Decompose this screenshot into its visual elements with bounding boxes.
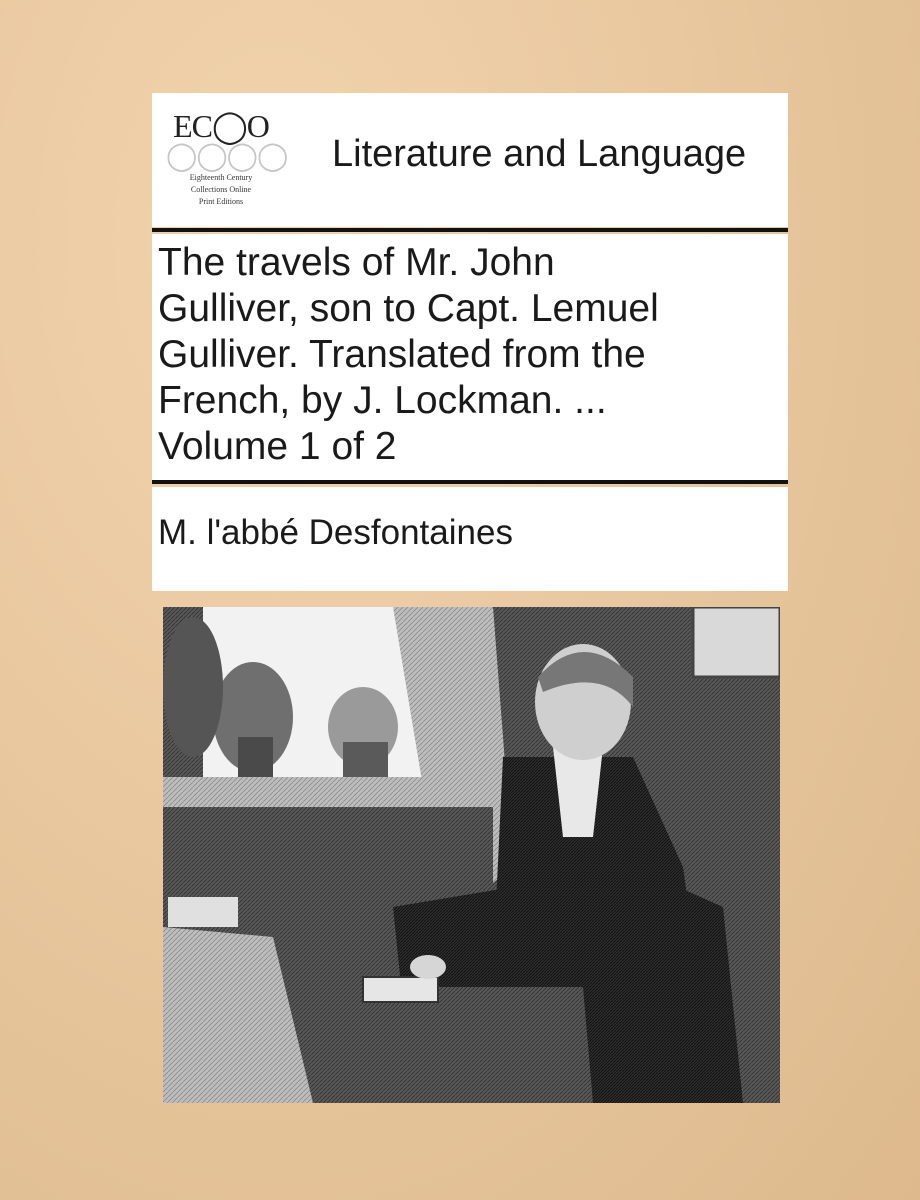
logo-subtitle-1: Eighteenth Century [189,173,253,182]
author-name: M. l'abbé Desfontaines [158,513,513,552]
series-label: Literature and Language [332,133,747,175]
ecco-logo [166,107,288,211]
logo-subtitle-3: Print Editions [198,197,244,206]
author-panel [152,487,788,591]
book-title [158,240,778,470]
title-line-3: Gulliver. Translated from the [158,333,646,376]
title-line-2: Gulliver, son to Capt. Lemuel [158,287,659,330]
header-panel [152,93,788,227]
engraving-illustration [163,607,780,1103]
logo-mark: EC◯O [173,108,269,144]
title-line-4: French, by J. Lockman. ... [158,379,607,422]
title-line-1: The travels of Mr. John [158,241,555,284]
logo-subtitle-2: Collections Online [190,185,252,194]
title-panel [152,234,788,480]
divider-rule [152,480,788,484]
engraving-seated-man-icon [163,607,780,1103]
divider-rule [152,228,788,232]
logo-ghost-mark: ◯◯◯◯ [166,141,288,172]
title-line-5: Volume 1 of 2 [158,425,397,468]
